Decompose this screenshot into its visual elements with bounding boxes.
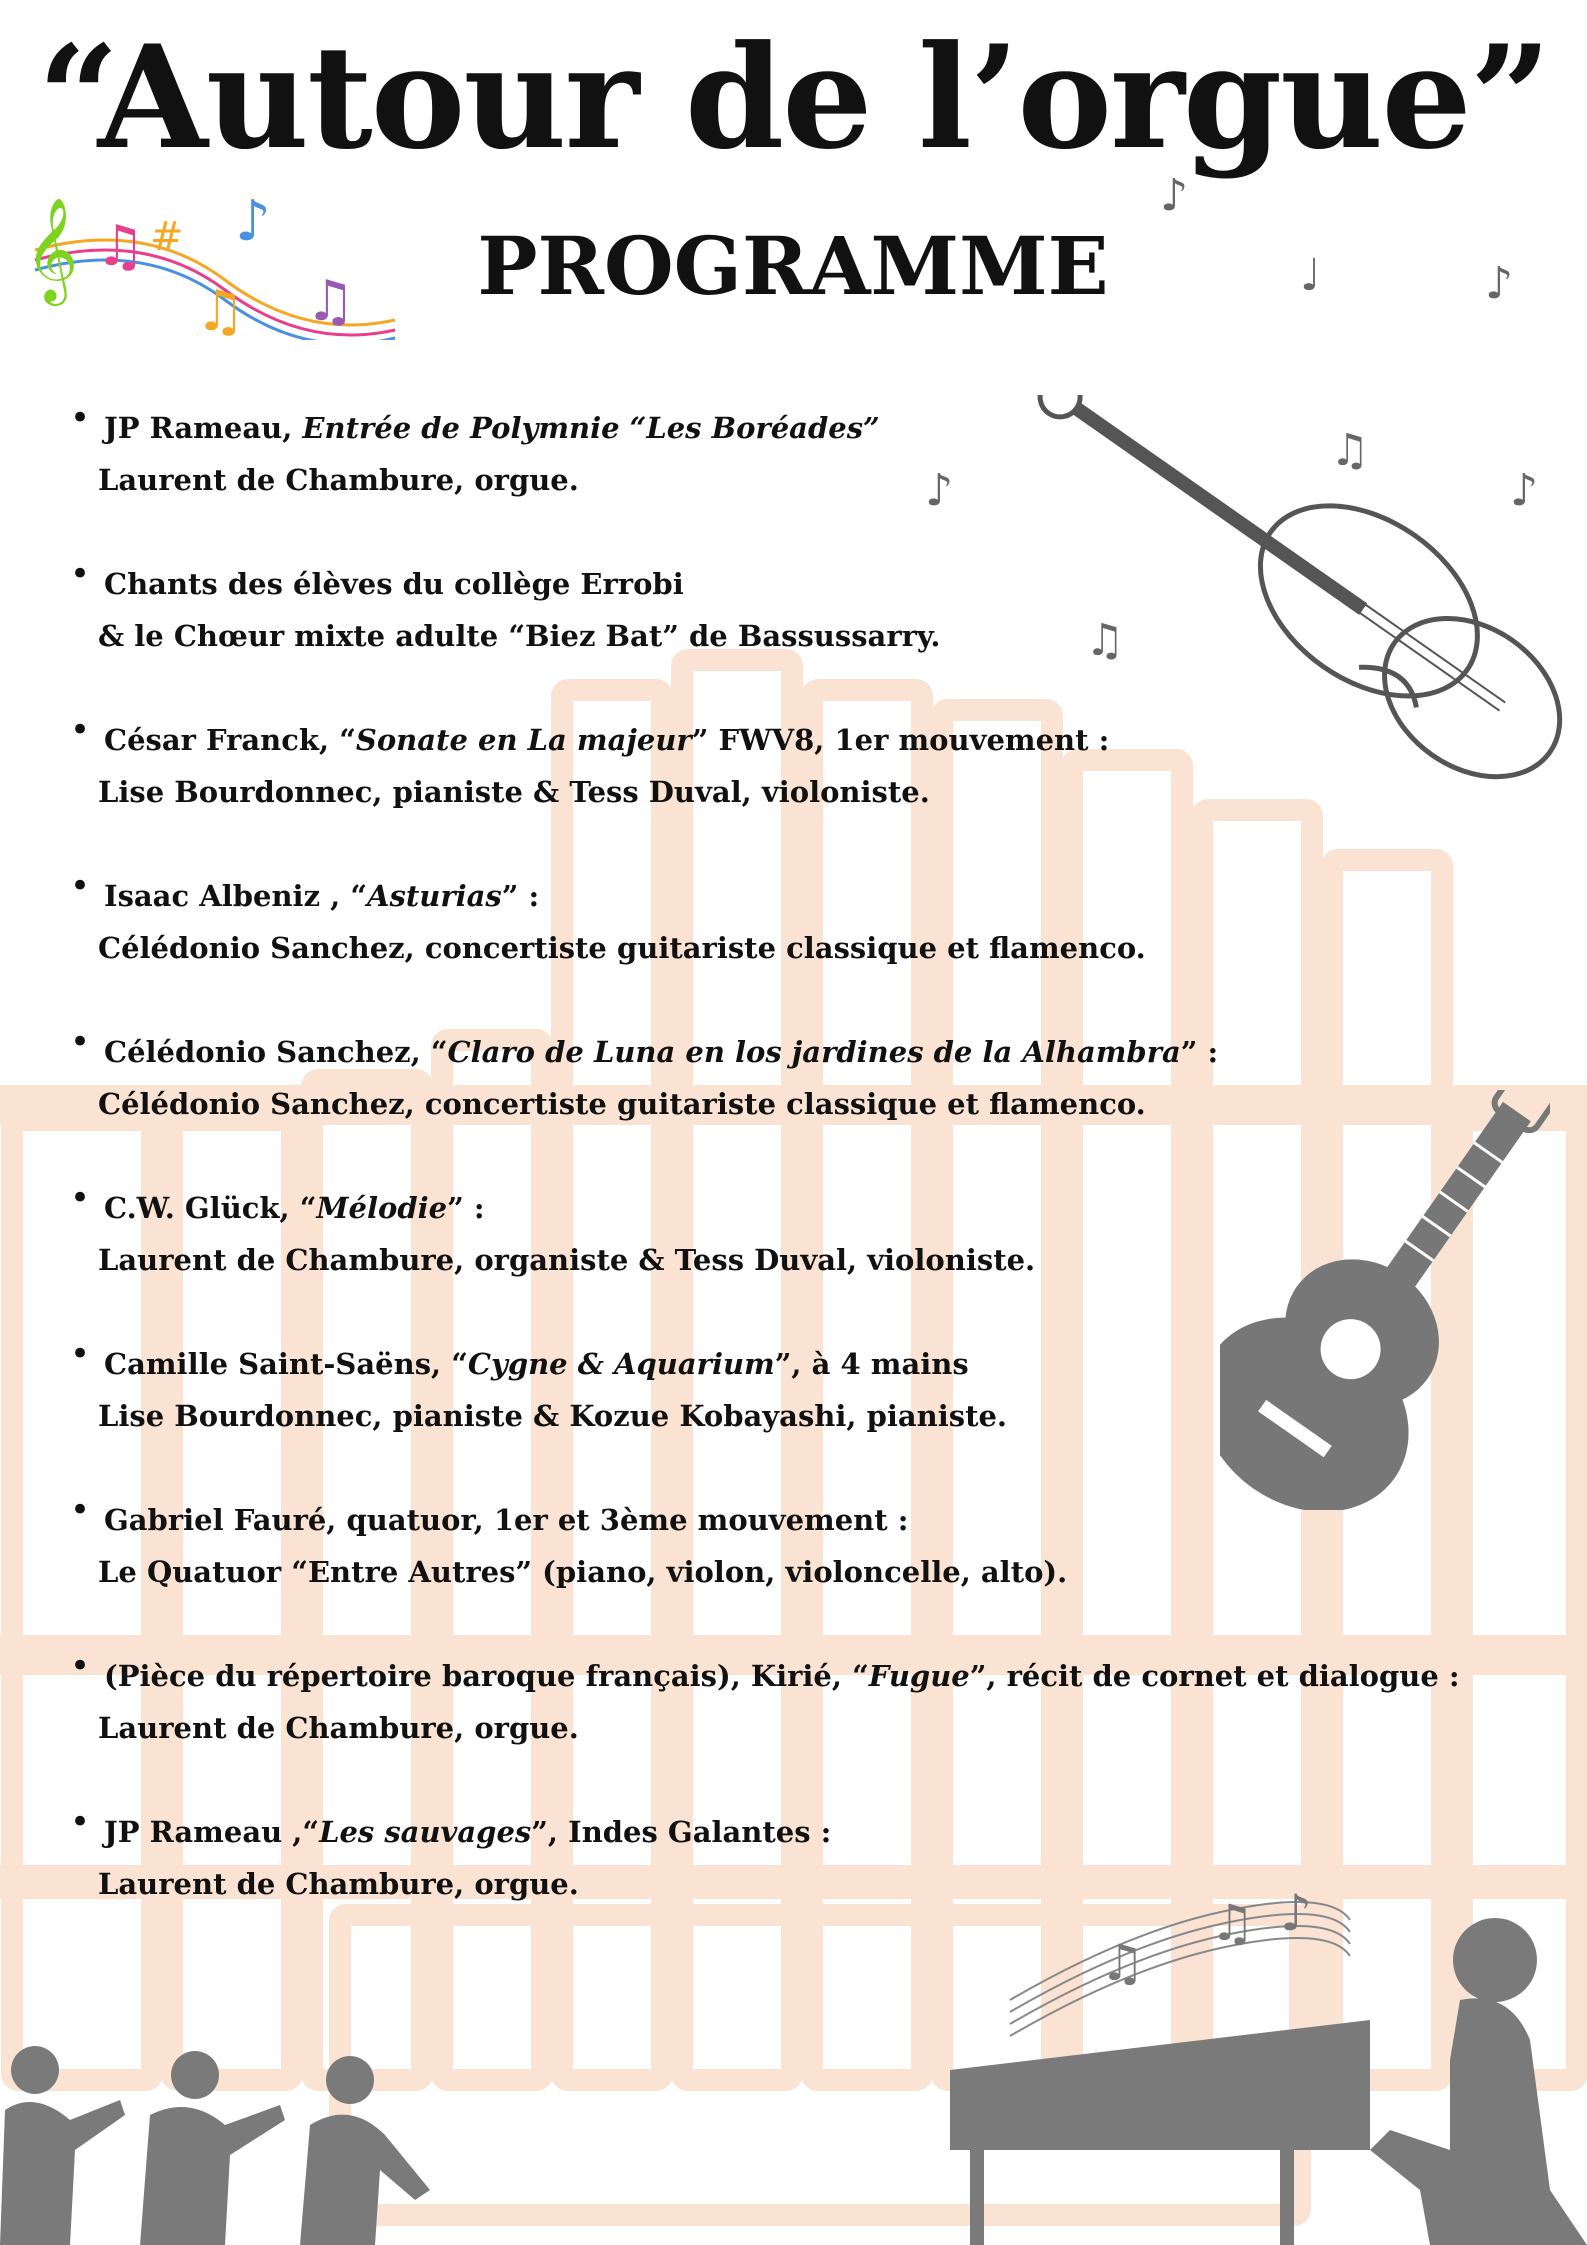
program-performers: Laurent de Chambure, organiste & Tess Duval, violoniste.	[98, 1243, 1036, 1277]
program-performers: Lise Bourdonnec, pianiste & Kozue Kobayashi, pianiste.	[98, 1399, 1008, 1433]
program-composer: César Franck, “	[104, 723, 356, 757]
program-work: Cygne & Aquarium	[467, 1347, 775, 1381]
program-item	[70, 398, 1490, 558]
svg-text:𝄞: 𝄞	[25, 197, 79, 302]
program-composer: Célédonio Sanchez, “	[104, 1035, 448, 1069]
svg-text:♫: ♫	[95, 214, 146, 279]
page-subtitle: PROGRAMME	[477, 219, 1109, 313]
program-detail: ”, récit de cornet et dialogue :	[969, 1659, 1460, 1693]
program-composer: JP Rameau,	[104, 411, 303, 445]
bullet-icon: •	[70, 1646, 91, 1686]
program-performers: Célédonio Sanchez, concertiste guitariste classique et flamenco.	[98, 931, 1146, 965]
program-work: Entrée de Polymnie “Les Boréades”	[302, 411, 880, 445]
program-item	[70, 1334, 1490, 1494]
music-note-icon: ♪	[1485, 258, 1514, 309]
bullet-icon: •	[70, 1022, 91, 1062]
program-detail: ” :	[501, 879, 540, 913]
program-item	[70, 710, 1490, 870]
music-note-icon: ♪	[1510, 465, 1539, 516]
program-detail: ”, Indes Galantes :	[531, 1815, 832, 1849]
svg-text:♫: ♫	[195, 279, 246, 340]
bullet-icon: •	[70, 398, 91, 438]
program-performers: Célédonio Sanchez, concertiste guitariste classique et flamenco.	[98, 1087, 1146, 1121]
svg-text:♫: ♫	[1100, 1934, 1145, 1992]
program-performers: Laurent de Chambure, orgue.	[98, 1867, 579, 1901]
program-item	[70, 1022, 1490, 1182]
program-item	[70, 1802, 1490, 1962]
program-work: Claro de Luna en los jardines de la Alhambra	[447, 1035, 1181, 1069]
program-item	[70, 866, 1490, 1026]
program-detail: ” :	[1180, 1035, 1219, 1069]
program-detail: ”, à 4 mains	[774, 1347, 969, 1381]
program-work: Fugue	[868, 1659, 970, 1693]
program-detail: ” FWV8, 1er mouvement :	[691, 723, 1110, 757]
bullet-icon: •	[70, 554, 91, 594]
bullet-icon: •	[70, 866, 91, 906]
bullet-icon: •	[70, 1802, 91, 1842]
program-composer: Chants des élèves du collège Errobi	[104, 567, 684, 601]
musicians-silhouette-icon	[0, 2040, 460, 2245]
program-item	[70, 1178, 1490, 1338]
program-work: Asturias	[367, 879, 502, 913]
colorful-music-notes-icon	[25, 180, 400, 340]
program-composer: (Pièce du répertoire baroque français), Kirié, “	[104, 1659, 869, 1693]
music-note-icon: ♫	[1330, 425, 1370, 476]
program-performers: & le Chœur mixte adulte “Biez Bat” de Bassussarry.	[98, 619, 941, 653]
program-performers: Laurent de Chambure, orgue.	[98, 463, 579, 497]
program-performers: Le Quatuor “Entre Autres” (piano, violon, violoncelle, alto).	[98, 1555, 1068, 1589]
svg-text:♫: ♫	[305, 269, 356, 334]
svg-text:♪: ♪	[235, 189, 271, 254]
page-title: “Autour de l’orgue”	[37, 15, 1550, 181]
music-note-icon: ♪	[925, 465, 954, 516]
bullet-icon: •	[70, 1490, 91, 1530]
program-work: Sonate en La majeur	[355, 723, 692, 757]
program-composer: JP Rameau ,“	[104, 1815, 320, 1849]
bullet-icon: •	[70, 1178, 91, 1218]
program-performers: Lise Bourdonnec, pianiste & Tess Duval, violoniste.	[98, 775, 930, 809]
bullet-icon: •	[70, 1334, 91, 1374]
program-composer: C.W. Glück, “	[104, 1191, 317, 1225]
svg-text:♪: ♪	[1280, 1890, 1312, 1942]
program-composer: Isaac Albeniz , “	[104, 879, 368, 913]
program-list	[70, 398, 1490, 1962]
program-detail: ” :	[447, 1191, 485, 1225]
program-performers: Laurent de Chambure, orgue.	[98, 1711, 579, 1745]
music-note-icon: ♫	[1085, 615, 1125, 666]
program-item	[70, 1646, 1490, 1806]
program-work: Mélodie	[316, 1191, 448, 1225]
music-note-icon: ♪	[1160, 170, 1189, 221]
svg-text:♫: ♫	[1210, 1894, 1255, 1952]
program-composer: Gabriel Fauré, quatuor, 1er et 3ème mouvement :	[104, 1503, 909, 1537]
svg-text:#: #	[150, 214, 184, 260]
program-item	[70, 554, 1490, 714]
bullet-icon: •	[70, 710, 91, 750]
program-composer: Camille Saint-Saëns, “	[104, 1347, 468, 1381]
program-item	[70, 1490, 1490, 1650]
program-work: Les sauvages	[319, 1815, 532, 1849]
music-note-icon: ♩	[1300, 250, 1321, 301]
